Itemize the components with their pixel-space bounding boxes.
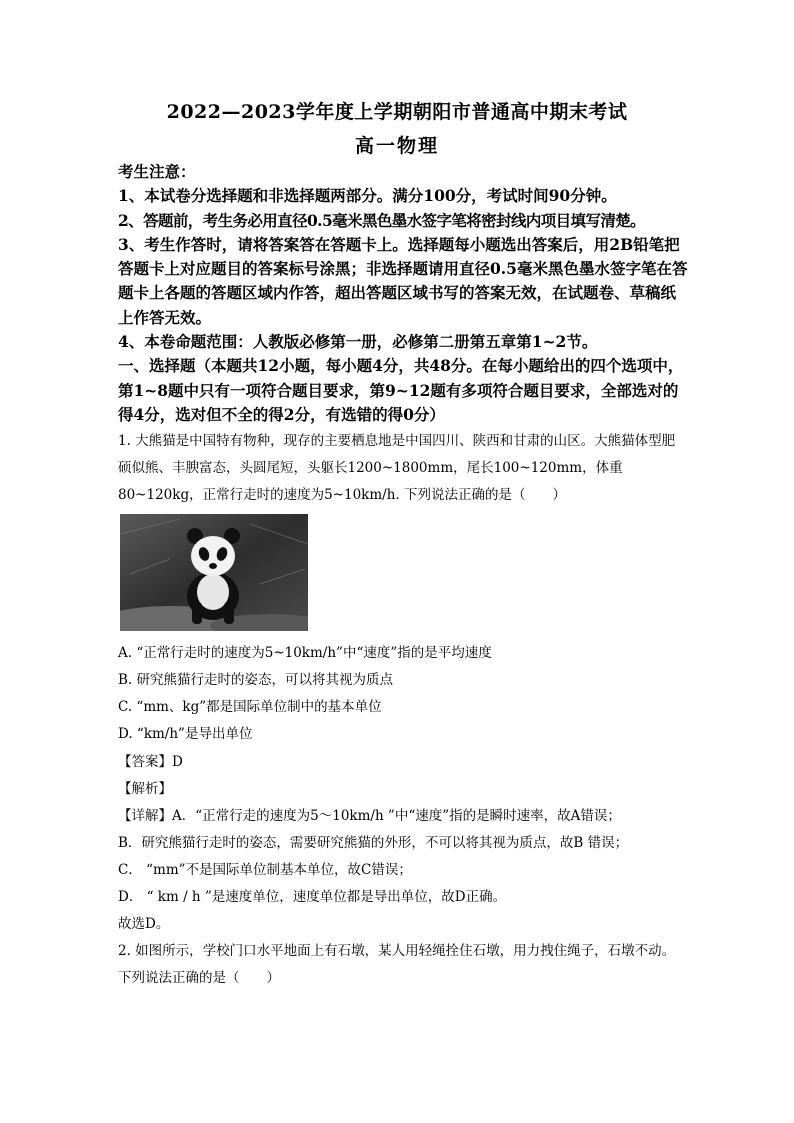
question-1-conclusion: 故选D。 [118, 916, 170, 932]
question-1-option-b: B. 研究熊猫行走时的姿态，可以将其视为质点 [118, 672, 394, 688]
question-1-answer: 【答案】D [118, 754, 183, 770]
exam-title: 2022—2023学年度上学期朝阳市普通高中期末考试 [166, 101, 628, 123]
panda-photo [120, 514, 308, 631]
notice-item-1: 1、本试卷分选择题和非选择题两部分。满分100分，考试时间90分钟。 [118, 186, 617, 206]
question-1-analysis-d: D． “ km / h ”是速度单位，速度单位都是导出单位，故D正确。 [118, 889, 507, 905]
question-1-option-a: A. “正常行走时的速度为5~10km/h”中“速度”指的是平均速度 [118, 645, 492, 661]
notice-item-3: 3、考生作答时，请将答案答在答题卡上。选择题每小题选出答案后，用2B铅笔把答题卡上对应题目的答案标号涂黑；非选择题请用直径0.5毫米黑色墨水签字笔在答题卡上各题的答题区域内作答，超出答题区域书写的答案无效，在试题卷、草稿纸上作答无效。 [118, 234, 688, 327]
section-heading: 一、选择题（本题共12小题，每小题4分，共48分。在每小题给出的四个选项中，第1~8题中只有一项符合题目要求，第9~12题有多项符合题目要求，全部选对的得4分，选对但不全的得2分，有选错的得0分） [118, 356, 684, 424]
exam-subject: 高一物理 [354, 135, 439, 157]
question-1-analysis-heading: 【解析】 [118, 781, 172, 797]
question-2-stem: 2. 如图所示，学校门口水平地面上有石墩，某人用轻绳拴住石墩，用力拽住绳子，石墩不动。下列说法正确的是（ ） [118, 943, 676, 986]
notice-block [118, 160, 688, 427]
question-1-option-c: C. “mm、kg”都是国际单位制中的基本单位 [118, 699, 382, 715]
panda-icon [120, 514, 308, 631]
question-1-analysis-a: 【详解】A．“正常行走的速度为5～10km/h ”中“速度”指的是瞬时速率，故A错误； [118, 808, 621, 824]
notice-item-4: 4、本卷命题范围：人教版必修第一册，必修第二册第五章第1~2节。 [118, 332, 598, 352]
notice-heading: 考生注意： [118, 162, 196, 181]
notice-item-2: 2、答题前，考生务必用直径0.5毫米黑色墨水签字笔将密封线内项目填写清楚。 [118, 210, 646, 230]
question-1-analysis-c: C． “mm”不是国际单位制基本单位，故C错误； [118, 862, 412, 878]
question-1-stem: 1. 大熊猫是中国特有物种，现存的主要栖息地是中国四川、陕西和甘肃的山区。大熊猫体型肥硕似熊、丰腴富态，头圆尾短，头躯长1200~1800mm，尾长100~120mm，体重80~120kg，正常行走时的速度为5~10km/h. 下列说法正确的是（ ） [118, 433, 676, 503]
question-1-option-d: D. “km/h”是导出单位 [118, 726, 253, 742]
question-1-analysis-b: B．研究熊猫行走时的姿态，需要研究熊猫的外形，不可以将其视为质点，故B 错误； [118, 835, 629, 851]
